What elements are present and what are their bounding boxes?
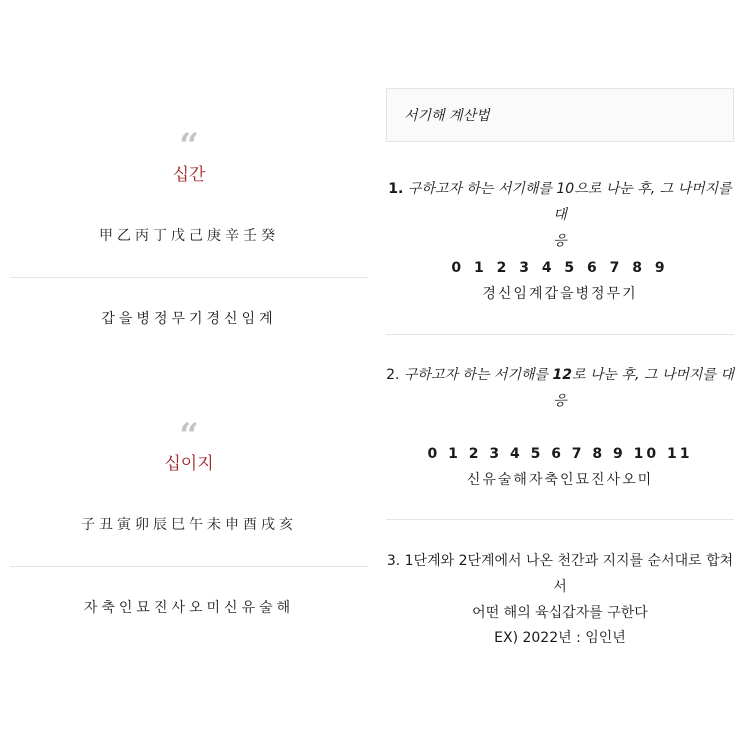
quote-icon: “ [179, 416, 199, 456]
step3-example: EX) 2022년 : 임인년 [494, 630, 626, 646]
step2-values: 신유술해자축인묘진사오미 [466, 472, 654, 488]
step1-text [386, 176, 734, 254]
divider [10, 566, 368, 567]
step1-line2: 응 [553, 233, 567, 249]
divider [386, 519, 734, 520]
step1-digits: 0 1 2 3 4 5 6 7 8 9 [451, 260, 669, 276]
sipiji-hanja: 子丑寅卯辰巳午未申酉戌亥 [81, 517, 297, 533]
step2-text [386, 362, 734, 414]
sipgan-hanja: 甲乙丙丁戊己庚辛壬癸 [99, 228, 279, 244]
step3-line2: 어떤 해의 육십갑자를 구한다 [472, 605, 648, 621]
left-panel [10, 0, 368, 750]
step2-text-c: 로 나눈 후, 그 나머지를 대응 [553, 367, 734, 409]
sipgan-title: 십간 [172, 165, 206, 185]
step2-digits: 0 1 2 3 4 5 6 7 8 9 10 11 [427, 446, 693, 462]
step2-text-b: 12 [552, 367, 572, 383]
quote-icon: “ [179, 126, 199, 166]
step1-values: 경신임계갑을병정무기 [482, 286, 638, 302]
method-header-title: 서기해 계산법 [404, 108, 490, 124]
step2-text-a: 구하고자 하는 서기해를 [403, 367, 553, 383]
sipgan-hangul: 갑을병정무기경신임계 [101, 311, 277, 327]
step1-line1: 구하고자 하는 서기해를 10으로 나눈 후, 그 나머지를 대 [407, 181, 732, 223]
method-header-box [386, 88, 734, 142]
right-panel [386, 0, 734, 750]
step3-text [386, 548, 734, 626]
step1-number: 1. [388, 181, 404, 197]
sipiji-hangul: 자축인묘진사오미신유술해 [83, 600, 295, 616]
divider [386, 334, 734, 335]
step2-number: 2. [386, 367, 400, 383]
divider [10, 277, 368, 278]
sipiji-title: 십이지 [164, 454, 214, 474]
step3-line1: 3. 1단계와 2단계에서 나온 천간과 지지를 순서대로 합쳐서 [386, 553, 734, 595]
